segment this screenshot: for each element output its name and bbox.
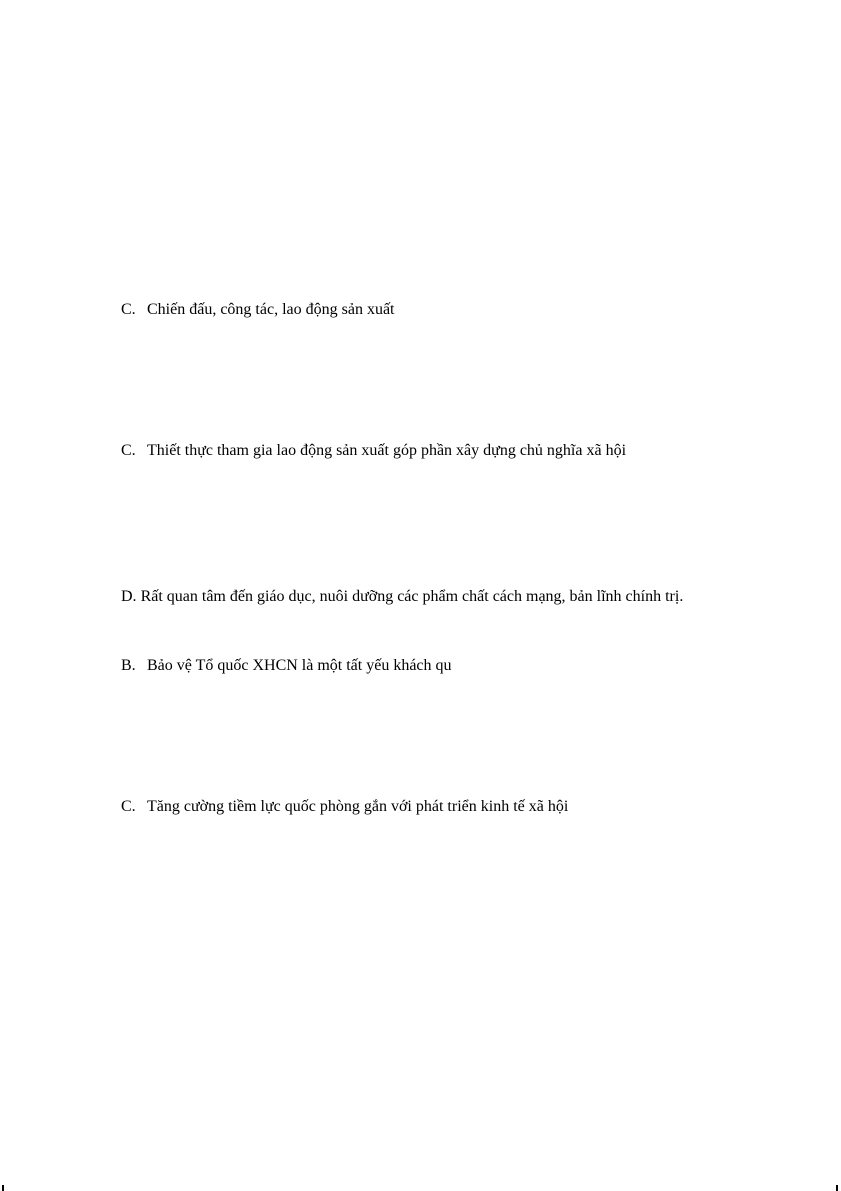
answer-option [121, 441, 626, 461]
answer-option [121, 300, 395, 320]
answer-text: Thiết thực tham gia lao động sản xuất góp phần xây dựng chủ nghĩa xã hội [147, 442, 627, 459]
answer-letter: C. [121, 798, 136, 815]
answer-letter: C. [121, 442, 136, 459]
answer-text: Chiến đấu, công tác, lao động sản xuất [147, 301, 395, 318]
answer-text: Tăng cường tiềm lực quốc phòng gắn với phát triển kinh tế xã hội [147, 798, 569, 815]
answer-option [121, 587, 683, 607]
answer-letter: D. [121, 588, 137, 605]
answer-text: Bảo vệ Tổ quốc XHCN là một tất yếu khách qu [147, 657, 452, 674]
answer-option [121, 797, 568, 817]
answer-option [121, 656, 452, 676]
answer-text: Rất quan tâm đến giáo dục, nuôi dưỡng các phẩm chất cách mạng, bản lĩnh chính trị. [140, 588, 684, 605]
crop-mark [836, 1185, 838, 1191]
crop-mark [2, 1185, 4, 1191]
answer-letter: B. [121, 657, 136, 674]
answer-letter: C. [121, 301, 136, 318]
